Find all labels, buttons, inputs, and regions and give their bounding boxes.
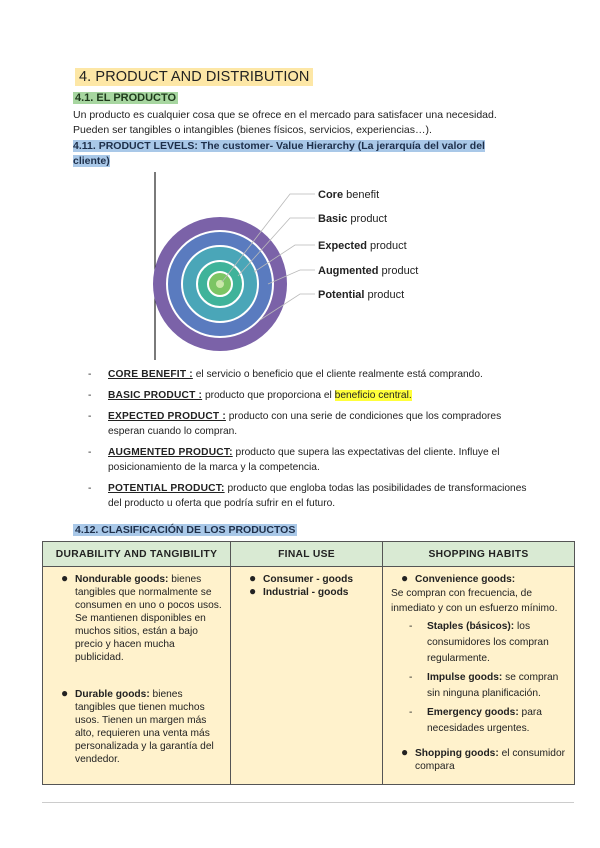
level-core-benefit	[88, 367, 538, 382]
sub-term: Staples (básicos):	[427, 621, 515, 632]
level-potential-product	[88, 481, 538, 511]
section-title: 4. PRODUCT AND DISTRIBUTION	[75, 68, 313, 86]
level-term: CORE BENEFIT :	[108, 369, 193, 380]
label-expected: Expected product	[318, 240, 407, 252]
bullet-dot: ●	[61, 686, 69, 700]
sub-text: se compran sin ninguna planificación.	[427, 672, 559, 699]
list-dash: -	[88, 447, 92, 458]
definition-line-2: Pueden ser tangibles o intangibles (bienes físicos, servicios, experiencias…).	[73, 124, 432, 136]
bullet-dot: ●	[61, 571, 69, 585]
list-dash: -	[88, 369, 92, 380]
header-shopping-habits: SHOPPING HABITS	[383, 542, 575, 567]
level-term: POTENTIAL PRODUCT:	[108, 483, 225, 494]
value-hierarchy-diagram	[150, 172, 450, 360]
staples-item	[389, 619, 568, 667]
level-term: AUGMENTED PRODUCT:	[108, 447, 233, 458]
product-definition	[73, 108, 533, 138]
bullet-term: Consumer - goods	[263, 574, 353, 585]
product-levels-list	[88, 367, 538, 517]
level-text: producto que supera las expectativas del cliente. Influye el posicionamiento de la marca y la competencia.	[108, 447, 500, 473]
subsection-title-levels	[73, 139, 513, 169]
bullet-text: bienes tangibles que tienen muchos usos. Tienen un margen más alto, requieren una venta más personalizada y la garantía del vendedor.	[75, 689, 214, 765]
list-dash: -	[88, 390, 92, 401]
highlighted-text: beneficio central.	[334, 390, 412, 401]
list-dash: -	[409, 707, 413, 718]
level-text: producto con una serie de condiciones que los compradores esperan cuando lo compran.	[108, 411, 502, 437]
bullet-dot: ●	[249, 571, 257, 585]
header-final-use: FINAL USE	[231, 542, 383, 567]
bullet-text: bienes tangibles que normalmente se consumen en uno o pocos usos. Se mantienen disponibles en muchos sitios, están a bajo precio y hacen mucha publicidad.	[75, 574, 222, 663]
bullet-term: Convenience goods:	[415, 574, 516, 585]
convenience-description: Se compran con frecuencia, de inmediato y con un esfuerzo mínimo.	[391, 588, 558, 614]
bullet-term: Nondurable goods:	[75, 574, 169, 585]
level-text: el servicio o beneficio que el cliente realmente está comprando.	[192, 369, 483, 380]
header-durability: DURABILITY AND TANGIBILITY	[43, 542, 231, 567]
shopping-goods-item	[389, 747, 568, 773]
level-basic-product	[88, 388, 538, 403]
impulse-goods-item	[389, 670, 568, 702]
bullet-dot: ●	[401, 745, 409, 759]
level-expected-product	[88, 409, 538, 439]
bullet-term: Shopping goods:	[415, 748, 499, 759]
sub-term: Impulse goods:	[427, 672, 503, 683]
industrial-goods-item	[237, 586, 376, 599]
sub-term: Emergency goods:	[427, 707, 519, 718]
levels-title-text: 4.11. PRODUCT LEVELS: The customer- Value Hierarchy (La jerarquía del valor del cliente)	[73, 140, 485, 167]
table-row	[43, 567, 575, 785]
convenience-goods-item	[389, 573, 568, 586]
bullet-dot: ●	[249, 584, 257, 598]
label-basic: Basic product	[318, 213, 388, 225]
cell-final-use	[231, 567, 383, 785]
label-potential: Potential product	[318, 289, 405, 301]
sub-text: para necesidades urgentes.	[427, 707, 542, 734]
label-core: Core benefit	[318, 189, 380, 201]
nondurable-goods-item	[49, 573, 224, 664]
list-dash: -	[88, 483, 92, 494]
list-dash: -	[409, 672, 413, 683]
list-dash: -	[88, 411, 92, 422]
definition-line-1: Un producto es cualquier cosa que se ofrece en el mercado para satisfacer una necesidad.	[73, 109, 497, 121]
level-term: EXPECTED PRODUCT :	[108, 411, 226, 422]
cell-shopping-habits	[383, 567, 575, 785]
subsection-title-product: 4.1. EL PRODUCTO	[75, 92, 177, 104]
cell-durability	[43, 567, 231, 785]
bullet-dot: ●	[401, 571, 409, 585]
consumer-goods-item	[237, 573, 376, 586]
durable-goods-item	[49, 688, 224, 766]
level-text: producto que engloba todas las posibilidades de transformaciones del producto u oferta que podría sufrir en el futuro.	[108, 483, 527, 509]
level-text: producto que proporciona el	[202, 390, 335, 401]
bullet-text: el consumidor compara	[415, 748, 565, 772]
emergency-goods-item	[389, 705, 568, 737]
bullet-term: Durable goods:	[75, 689, 150, 700]
level-term: BASIC PRODUCT :	[108, 390, 203, 401]
bullet-term: Industrial - goods	[263, 587, 349, 598]
subsection-title-classification: 4.12. CLASIFICACIÓN DE LOS PRODUCTOS	[75, 524, 296, 536]
table-header-row	[43, 542, 575, 567]
page-bottom-rule	[42, 802, 574, 803]
classification-table	[42, 541, 575, 785]
sub-text: los consumidores los compran regularmente.	[427, 621, 549, 664]
label-augmented: Augmented product	[318, 265, 419, 277]
level-augmented-product	[88, 445, 538, 475]
list-dash: -	[409, 621, 413, 632]
